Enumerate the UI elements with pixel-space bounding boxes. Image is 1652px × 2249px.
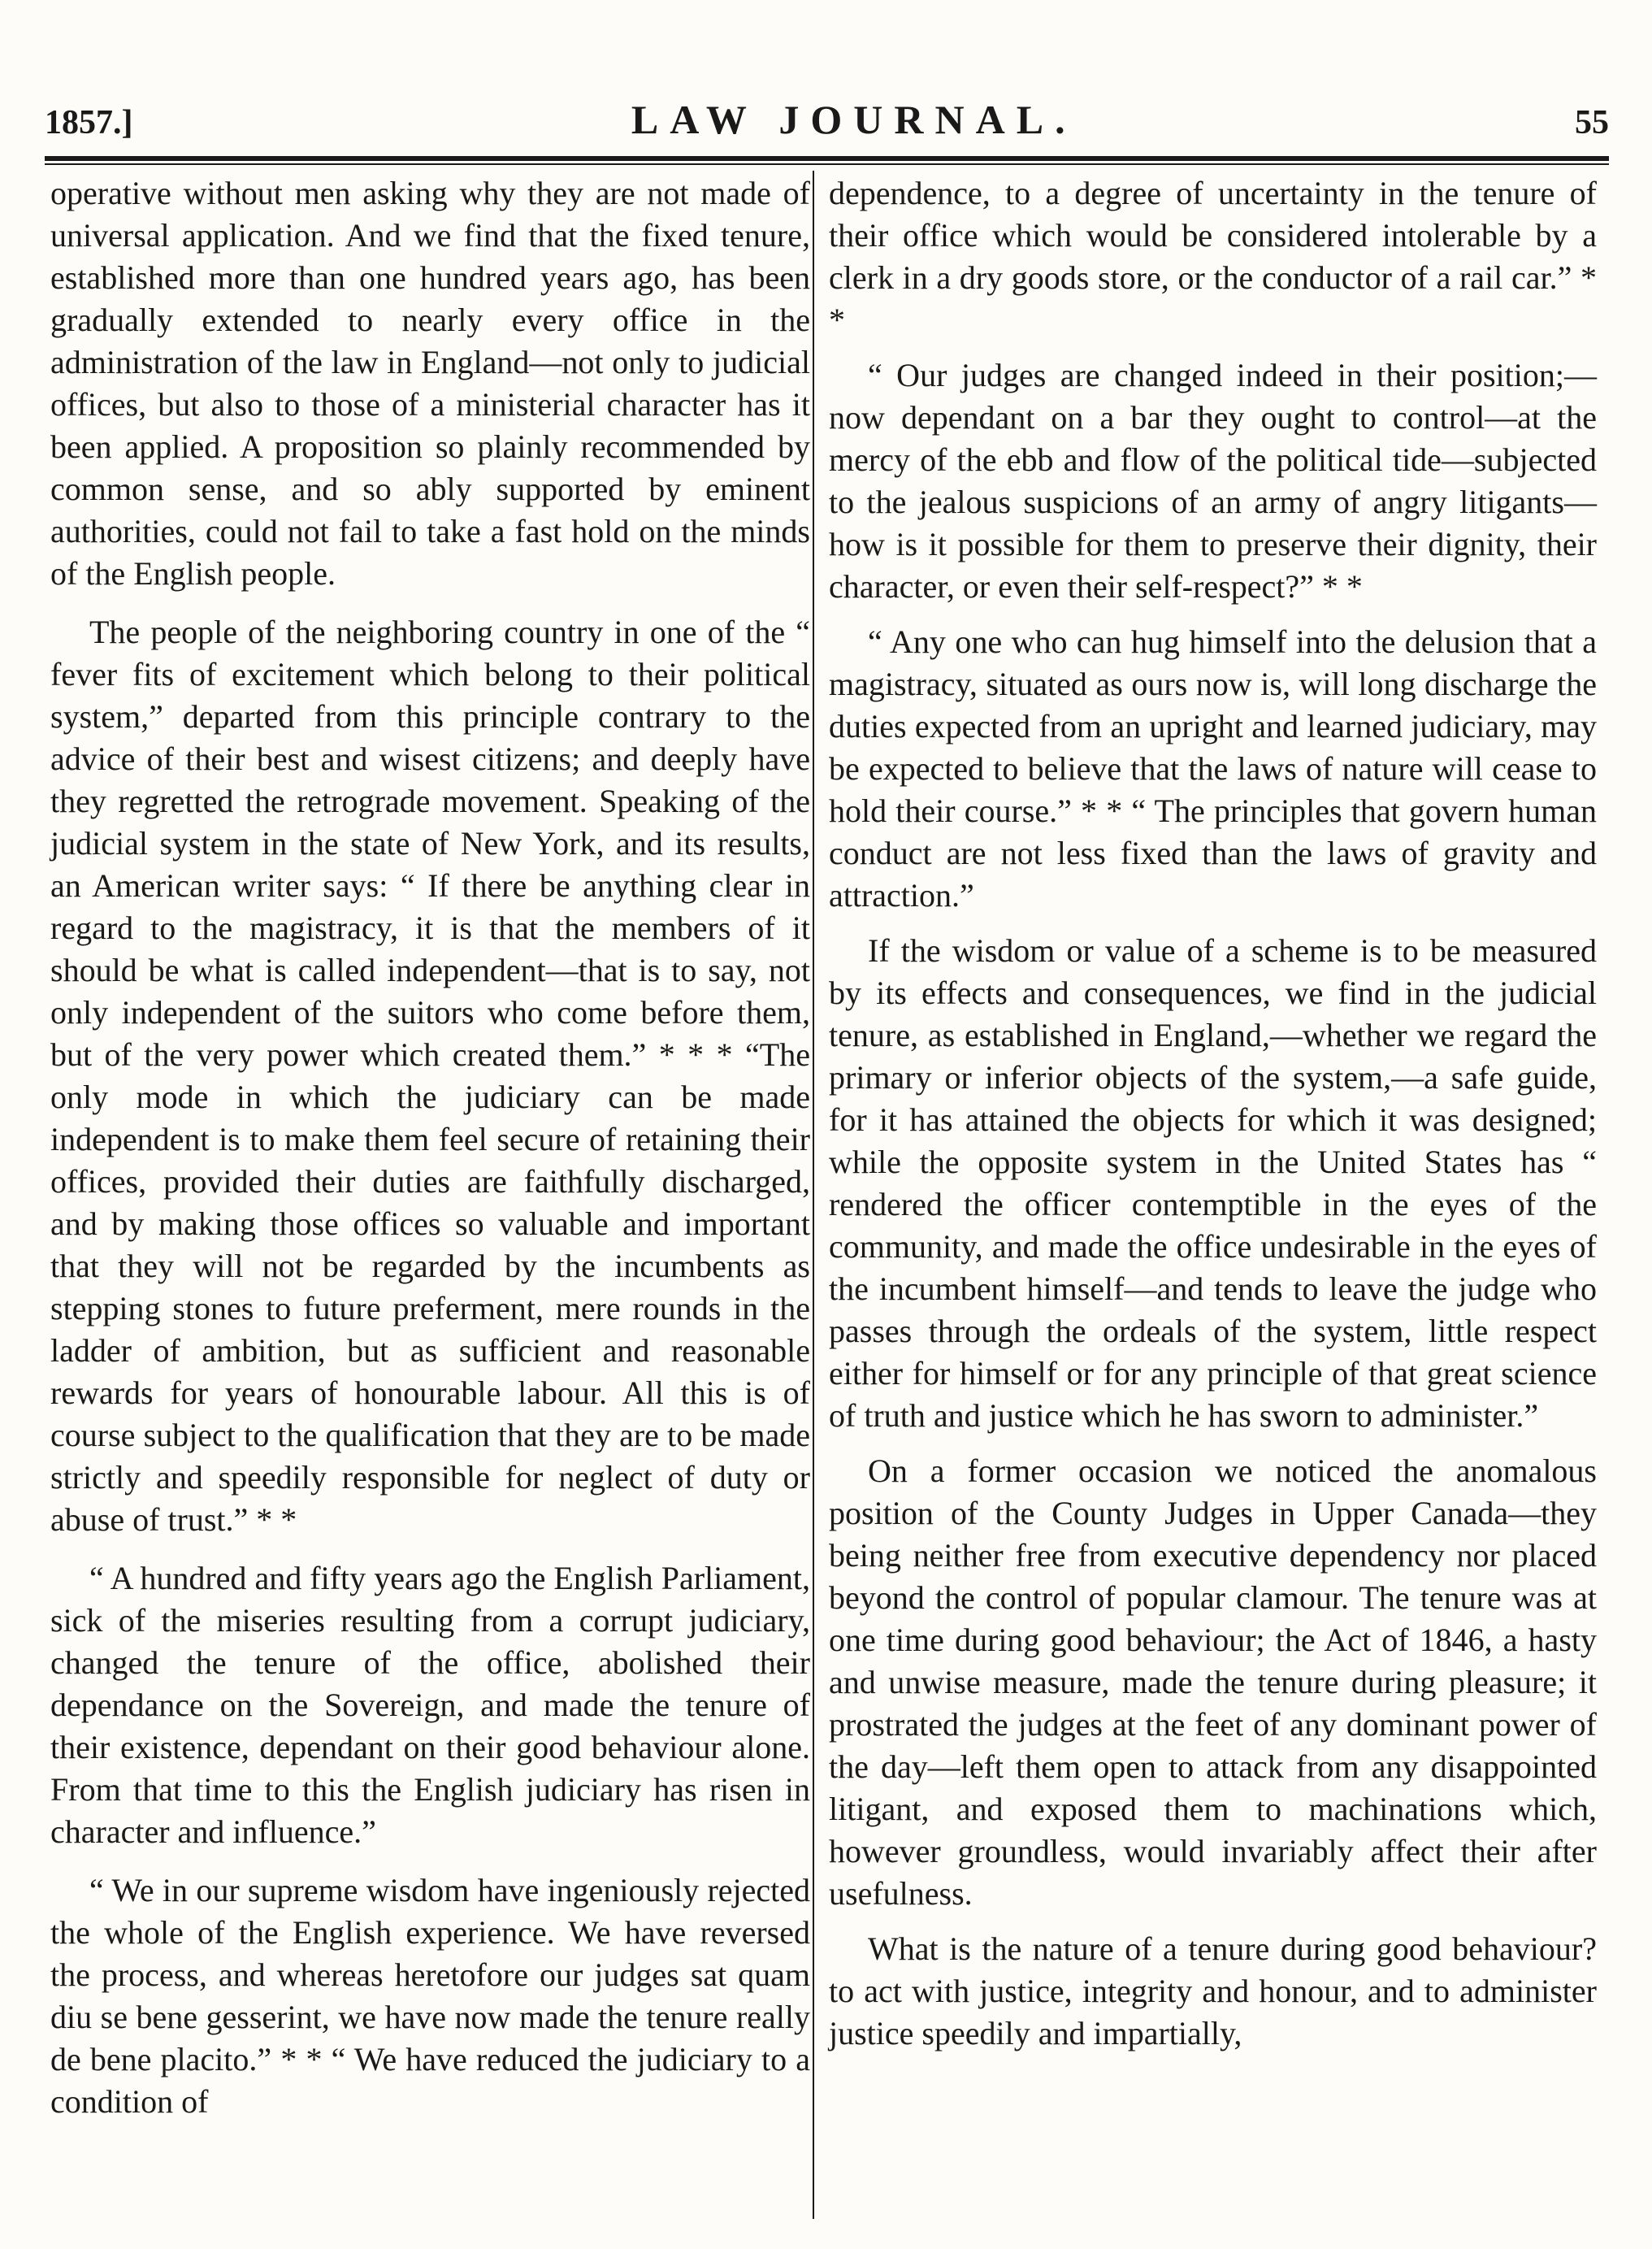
right-paragraph-3: “ Any one who can hug himself into the delusion that a magistracy, situated as ours now is, will long discharge the duties expected from an upright and learned judiciary, may be expected to believe that the laws of nature will cease to hold their course.” * * “ The principles that govern human conduct are not less fixed than the laws of gravity and attraction.”: [829, 623, 1597, 914]
page-number: 55: [1575, 104, 1609, 141]
journal-title: LAW JOURNAL.: [631, 97, 1077, 142]
right-paragraph-1: dependence, to a degree of uncertainty in the tenure of their office which would be considered intolerable by a clerk in a dry goods store, or the conductor of a rail car.” * *: [829, 175, 1597, 338]
left-paragraph-1: operative without men asking why they are not made of universal application. And we find that the fixed tenure, established more than one hundred years ago, has been gradually extended to nearly every office in the administration of the law in England—not only to judicial offices, but also to those of a ministerial character has it been applied. A proposition so plainly recommended by common sense, and so ably supported by eminent authorities, could not fail to take a fast hold on the minds of the English people.: [50, 175, 810, 592]
right-paragraph-2: “ Our judges are changed indeed in their position;—now dependant on a bar they ought to control—at the mercy of the ebb and flow of the political tide—subjected to the jealous suspicions of an army of angry litigants—how is it possible for them to preserve their dignity, their character, or even their self-respect?” * *: [829, 357, 1597, 605]
right-column: [829, 172, 1597, 2068]
header-year: 1857.]: [45, 104, 133, 141]
right-paragraph-4: If the wisdom or value of a scheme is to be measured by its effects and consequences, we find in the judicial tenure, as established in England,—whether we regard the primary or inferior objects of the system,—a safe guide, for it has attained the objects for which it was designed; while the opposite system in the United States has “ rendered the officer contemptible in the eyes of the community, and made the office undesirable in the eyes of the incumbent himself—and tends to leave the judge who passes through the ordeals of the system, little respect either for himself or for any principle of that great science of truth and justice which he has sworn to administer.”: [829, 932, 1597, 1434]
header-rule-thick: [45, 156, 1609, 161]
left-column: [50, 172, 810, 2139]
right-paragraph-5: On a former occasion we noticed the anomalous position of the County Judges in Upper Canada—they being neither free from executive dependency nor placed beyond the control of popular clamour. The tenure was at one time during good behaviour; the Act of 1846, a hasty and unwise measure, made the tenure during pleasure; it prostrated the judges at the feet of any dominant power of the day—left them open to attack from any disappointed litigant, and exposed them to machinations which, however groundless, would invariably affect their after usefulness.: [829, 1452, 1597, 1912]
left-paragraph-4: “ We in our supreme wisdom have ingeniously rejected the whole of the English experience. We have reversed the process, and whereas heretofore our judges sat quam diu se bene gesserint, we have now made the tenure really de bene placito.” * * “ We have reduced the judiciary to a condition of: [50, 1872, 810, 2120]
left-paragraph-2: The people of the neighboring country in one of the “ fever fits of excitement which belong to their political system,” departed from this principle contrary to the advice of their best and wisest citizens; and deeply have they regretted the retrograde movement. Speaking of the judicial system in the state of New York, and its results, an American writer says: “ If there be anything clear in regard to the magistracy, it is that the members of it should be what is called independent—that is to say, not only independent of the suitors who come before them, but of the very power which created them.” * * * “The only mode in which the judiciary can be made independent is to make them feel secure of retaining their offices, provided their duties are faithfully discharged, and by making those offices so valuable and important that they will not be regarded by the incumbents as stepping stones to future preferment, mere rounds in the ladder of ambition, but as sufficient and reasonable rewards for years of honourable labour. All this is of course subject to the qualification that they are to be made strictly and speedily responsible for neglect of duty or abuse of trust.” * *: [50, 614, 810, 1538]
left-paragraph-3: “ A hundred and fifty years ago the English Parliament, sick of the miseries resulting from a corrupt judiciary, changed the tenure of the office, abolished their dependance on the Sovereign, and made the tenure of their existence, dependant on their good behaviour alone. From that time to this the English judiciary has risen in character and influence.”: [50, 1560, 810, 1850]
page-header: [45, 96, 1609, 153]
header-rule-thin: [45, 163, 1609, 165]
right-paragraph-6: What is the nature of a tenure during good behaviour? to act with justice, integrity and honour, and to administer justice speedily and impartially,: [829, 1930, 1597, 2051]
column-divider: [813, 171, 814, 2219]
